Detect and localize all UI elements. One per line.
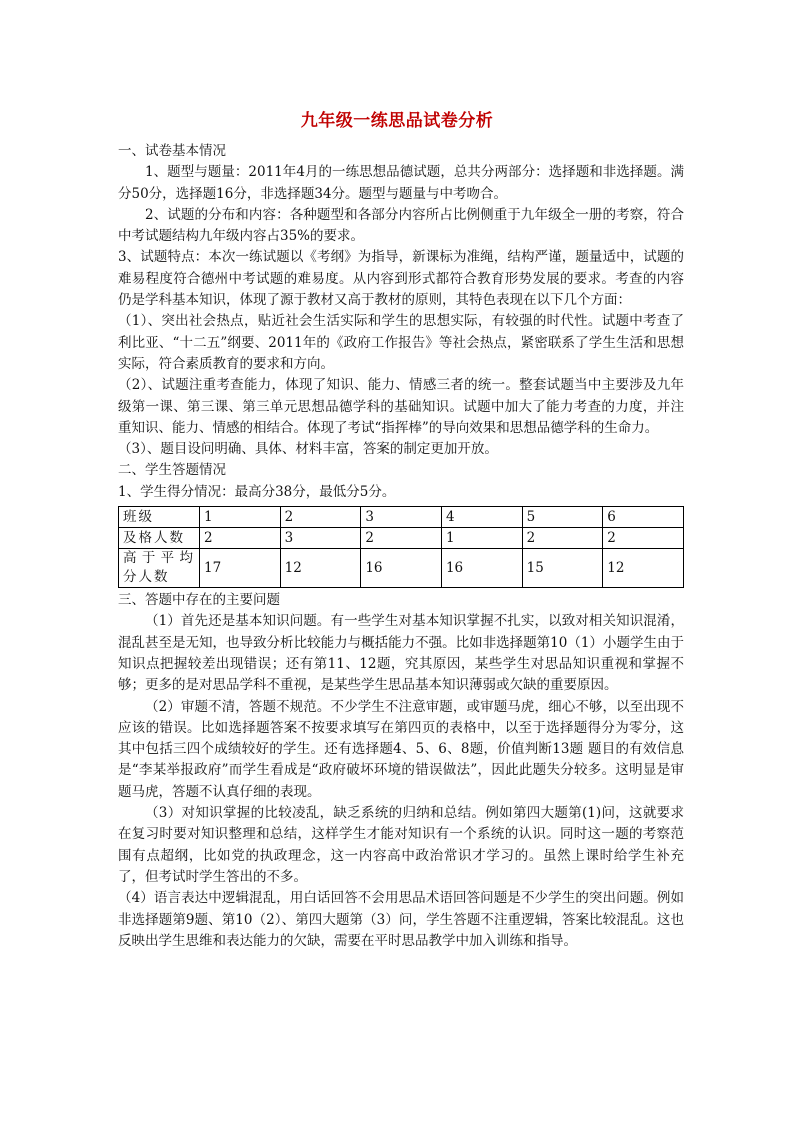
paragraph: （1）、突出社会热点，贴近社会生活实际和学生的思想实际，有较强的时代性。试题中考查了利比亚、“十二五”纲要、2011年的《政府工作报告》等社会热点，紧密联系了学生生活和思想实际，符合素质教育的要求和方向。 — [118, 313, 684, 372]
table-cell: 3 — [361, 507, 442, 528]
paragraph: 1、题型与题量：2011年4月的一练思想品德试题，总共分两部分：选择题和非选择题。满分50分，选择题16分，非选择题34分。题型与题量与中考吻合。 — [118, 164, 684, 202]
table-row — [119, 507, 684, 528]
paragraph: （3）、题目设问明确、具体、材料丰富，答案的制定更加开放。 — [118, 441, 498, 458]
section-heading-2: 二、学生答题情况 — [118, 462, 226, 479]
paragraph: 2、试题的分布和内容：各种题型和各部分内容所占比例侧重于九年级全一册的考察，符合中考试题结构九年级内容占35%的要求。 — [118, 206, 684, 245]
table-row-label: 高于平均分人数 — [119, 549, 200, 588]
table-row-label: 班级 — [119, 507, 200, 528]
table-row-label: 及格人数 — [119, 528, 200, 549]
paragraph: 3、试题特点：本次一练试题以《考纲》为指导，新课标为准绳，结构严谨，题量适中，试题的难易程度符合德州中考试题的难易度。从内容到形式都符合教育形势发展的要求。考查的内容仍是学科基本知识，体现了源于教材又高于教材的原则，其特色表现在以下几个方面： — [118, 249, 684, 309]
table-cell: 16 — [441, 549, 522, 588]
table-cell: 1 — [200, 507, 281, 528]
table-cell: 2 — [200, 528, 281, 549]
table-cell: 2 — [603, 528, 684, 549]
table-cell: 16 — [361, 549, 442, 588]
paragraph: （2）、试题注重考查能力，体现了知识、能力、情感三者的统一。整套试题当中主要涉及九年级第一课、第三课、第三单元思想品德学科的基础知识。试题中加大了能力考查的力度，并注重知识、能力、情感的相结合。体现了考试“指挥棒”的导向效果和思想品德学科的生命力。 — [118, 377, 684, 436]
paragraph: （3）对知识掌握的比较凌乱，缺乏系统的归纳和总结。例如第四大题第(1)问，这就要求在复习时要对知识整理和总结，这样学生才能对知识有一个系统的认识。同时这一题的考察范围有点超纲，比如党的执政理念，这一内容高中政治常识才学习的。虽然上课时给学生补充了，但考试时学生答出的不多。 — [118, 805, 684, 885]
score-table — [118, 506, 684, 588]
table-cell: 6 — [603, 507, 684, 528]
table-row — [119, 528, 684, 549]
table-cell: 12 — [280, 549, 361, 588]
section-heading-3: 三、答题中存在的主要问题 — [118, 592, 280, 609]
table-cell: 1 — [441, 528, 522, 549]
table-cell: 2 — [361, 528, 442, 549]
paragraph: （2）审题不清，答题不规范。不少学生不注意审题，或审题马虎，细心不够，以至出现不应该的错误。比如选择题答案不按要求填写在第四页的表格中，以至于选择题得分为零分，这其中包括三四个成绩较好的学生。还有选择题4、5、6、8题，价值判断13题 题目的有效信息是“李某举报政府”而学生看成是“政府破坏环境的错误做法”，因此此题失分较多。这明显是审题马虎，答题不认真仔细的表现。 — [118, 698, 684, 800]
section-heading-1: 一、试卷基本情况 — [118, 143, 226, 159]
paragraph: （4）语言表达中逻辑混乱，用白话回答不会用思品术语回答问题是不少学生的突出问题。例如非选择题第9题、第10（2）、第四大题第（3）问，学生答题不注重逻辑，答案比较混乱。这也反映出学生思维和表达能力的欠缺，需要在平时思品教学中加入训练和指导。 — [118, 890, 684, 949]
table-cell: 4 — [441, 507, 522, 528]
table-cell: 12 — [603, 549, 684, 588]
paragraph: 1、学生得分情况：最高分38分，最低分5分。 — [118, 483, 396, 500]
table-cell: 3 — [280, 528, 361, 549]
document-body — [118, 141, 684, 952]
table-cell: 2 — [280, 507, 361, 528]
table-cell: 15 — [522, 549, 603, 588]
table-cell: 5 — [522, 507, 603, 528]
table-cell: 2 — [522, 528, 603, 549]
table-cell: 17 — [200, 549, 281, 588]
paragraph: （1）首先还是基本知识问题。有一些学生对基本知识掌握不扎实，以致对相关知识混淆，混乱甚至是无知，也导致分析比较能力与概括能力不强。比如非选择题第10（1）小题学生由于知识点把握较差出现错误；还有第11、12题，究其原因，某些学生对思品知识重视和掌握不够；更多的是对思品学科不重视，是某些学生思品基本知识薄弱或欠缺的重要原因。 — [118, 613, 684, 694]
document-title: 九年级一练思品试卷分析 — [300, 111, 494, 131]
table-row — [119, 549, 684, 588]
